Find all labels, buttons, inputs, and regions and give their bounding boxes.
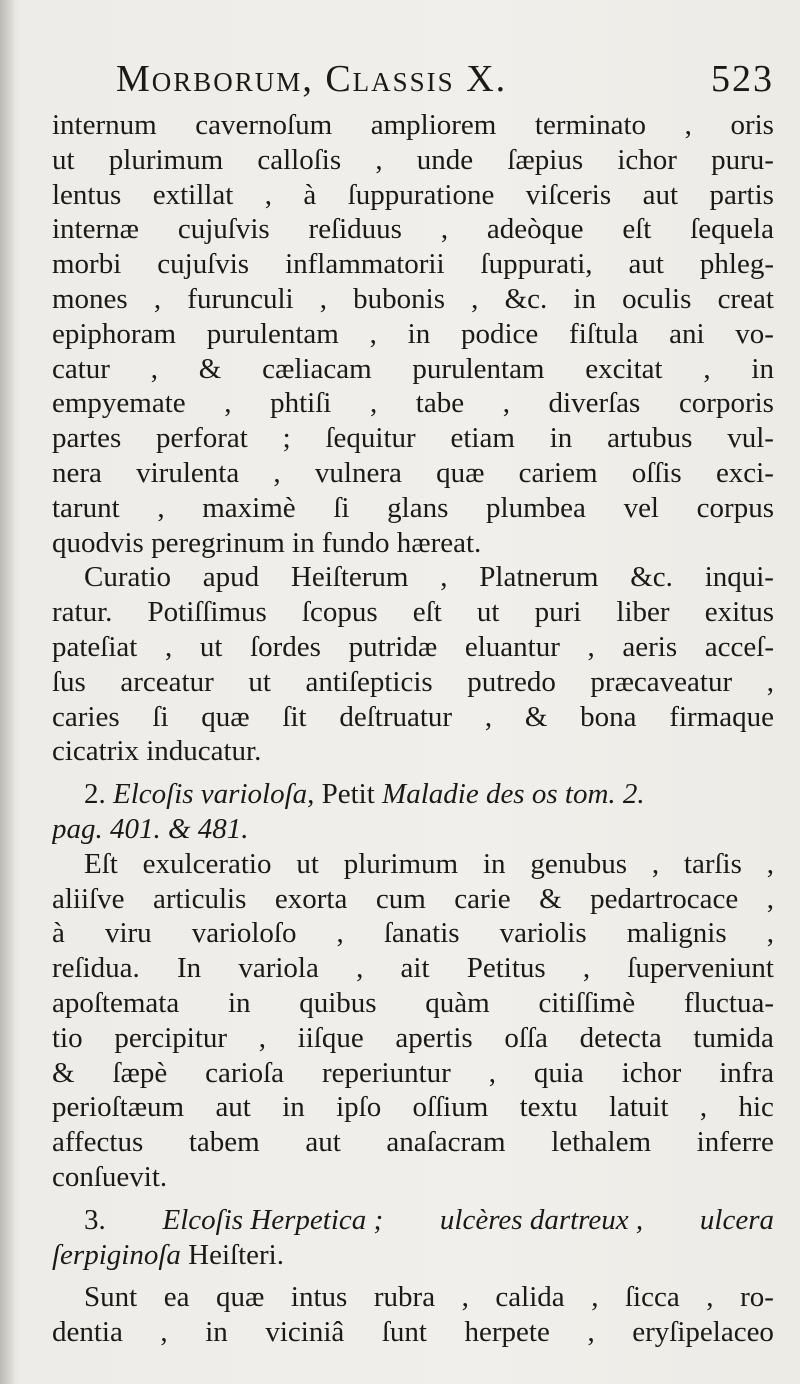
text-line: Sunt ea quæ intus rubra , calida , ſicca , ro- [84,1281,774,1314]
section-3-heading [52,1203,774,1273]
text-line: & ſæpè carioſa reperiuntur , quia ichor infra [52,1056,774,1089]
text-line: epiphoram purulentam , in podice fiſtula ani vo- [52,317,774,350]
text-line: empyemate , phtiſi , tabe , diverſas corporis [52,387,774,420]
text-line: lentus extillat , à ſuppuratione viſceris aut partis [52,178,774,211]
running-head [52,50,774,108]
text-line: dentia , in viciniâ ſunt herpete , eryſipelaceo [52,1316,774,1349]
section-reference-title: Maladie des os tom. 2. [382,778,645,811]
section-alt-latin-cont: ſerpiginoſa [52,1238,181,1271]
text-line: perioſtæum aut in ipſo oſſium textu latuit , hic [52,1091,774,1124]
text-line: tarunt , maximè ſi glans plumbea vel corpus [52,491,774,524]
text-line: affectus tabem aut anaſacram lethalem inferre [52,1126,774,1159]
text-line: internum cavernoſum ampliorem terminato , oris [52,109,774,141]
text-line: apoſtemata in quibus quàm citiſſimè fluctua- [52,986,774,1019]
text-line: catur , & cæliacam purulentam excitat , in [52,352,774,385]
paragraph-2 [52,560,774,769]
text-line: mones , furunculi , bubonis , &c. in oculis creat [52,282,774,315]
page-spine-shadow [0,0,14,1384]
section-name: Elcoſis varioloſa, [113,778,315,811]
section-number: 2. [84,778,106,811]
text-line: à viru varioloſo , ſanatis variolis malignis , [52,917,774,950]
running-head-title: Morborum, Classis X. [116,58,508,100]
text-line: aliiſve articulis exorta cum carie & pedartrocace , [52,882,774,915]
section-heading-line [52,1203,774,1238]
section-2-heading [52,777,774,847]
text-line: morbi cujuſvis inflammatorii ſuppurati, aut phleg- [52,248,774,281]
section-reference: Petit [321,778,375,811]
paragraph-4 [52,1280,774,1350]
section-author: Heiſteri. [188,1238,284,1271]
section-heading-line [52,1238,774,1273]
section-alt-name: ulcères dartreux , [439,1203,644,1236]
text-line: internæ cujuſvis reſiduus , adeòque eſt ſequela [52,213,774,246]
section-heading-line: pag. 401. & 481. [52,812,249,845]
text-line: ſus arceatur ut antiſepticis putredo præcaveatur , [52,665,774,698]
paragraph-3 [52,847,774,1195]
paragraph-1 [52,108,774,560]
text-line: caries ſi quæ ſit deſtruatur , & bona firmaque [52,700,774,733]
section-name: Elcoſis Herpetica ; [162,1203,384,1236]
text-line: nera virulenta , vulnera quæ cariem oſſis exci- [52,456,774,489]
text-line: tio percipitur , iiſque apertis oſſa detecta tumida [52,1021,774,1054]
text-line: cicatrix inducatur. [52,735,262,768]
text-line: ut plurimum calloſis , unde ſæpius ichor puru- [52,143,774,176]
text-block [52,50,774,1350]
text-line: reſidua. In variola , ait Petitus , ſuperveniunt [52,952,774,985]
section-alt-latin: ulcera [699,1203,774,1236]
text-line: Curatio apud Heiſterum , Platnerum &c. inqui- [84,561,774,594]
section-number: 3. [84,1203,106,1236]
text-line: partes perforat ; ſequitur etiam in artubus vul- [52,422,774,455]
text-line: quodvis peregrinum in fundo hæreat. [52,526,482,559]
text-line: ratur. Potiſſimus ſcopus eſt ut puri liber exitus [52,596,774,629]
text-line: conſuevit. [52,1160,168,1193]
section-heading-line [52,777,774,812]
page-number: 523 [711,58,774,100]
text-line: pateſiat , ut ſordes putridæ eluantur , aeris acceſ- [52,630,774,663]
text-line: Eſt exulceratio ut plurimum in genubus , tarſis , [84,847,774,880]
